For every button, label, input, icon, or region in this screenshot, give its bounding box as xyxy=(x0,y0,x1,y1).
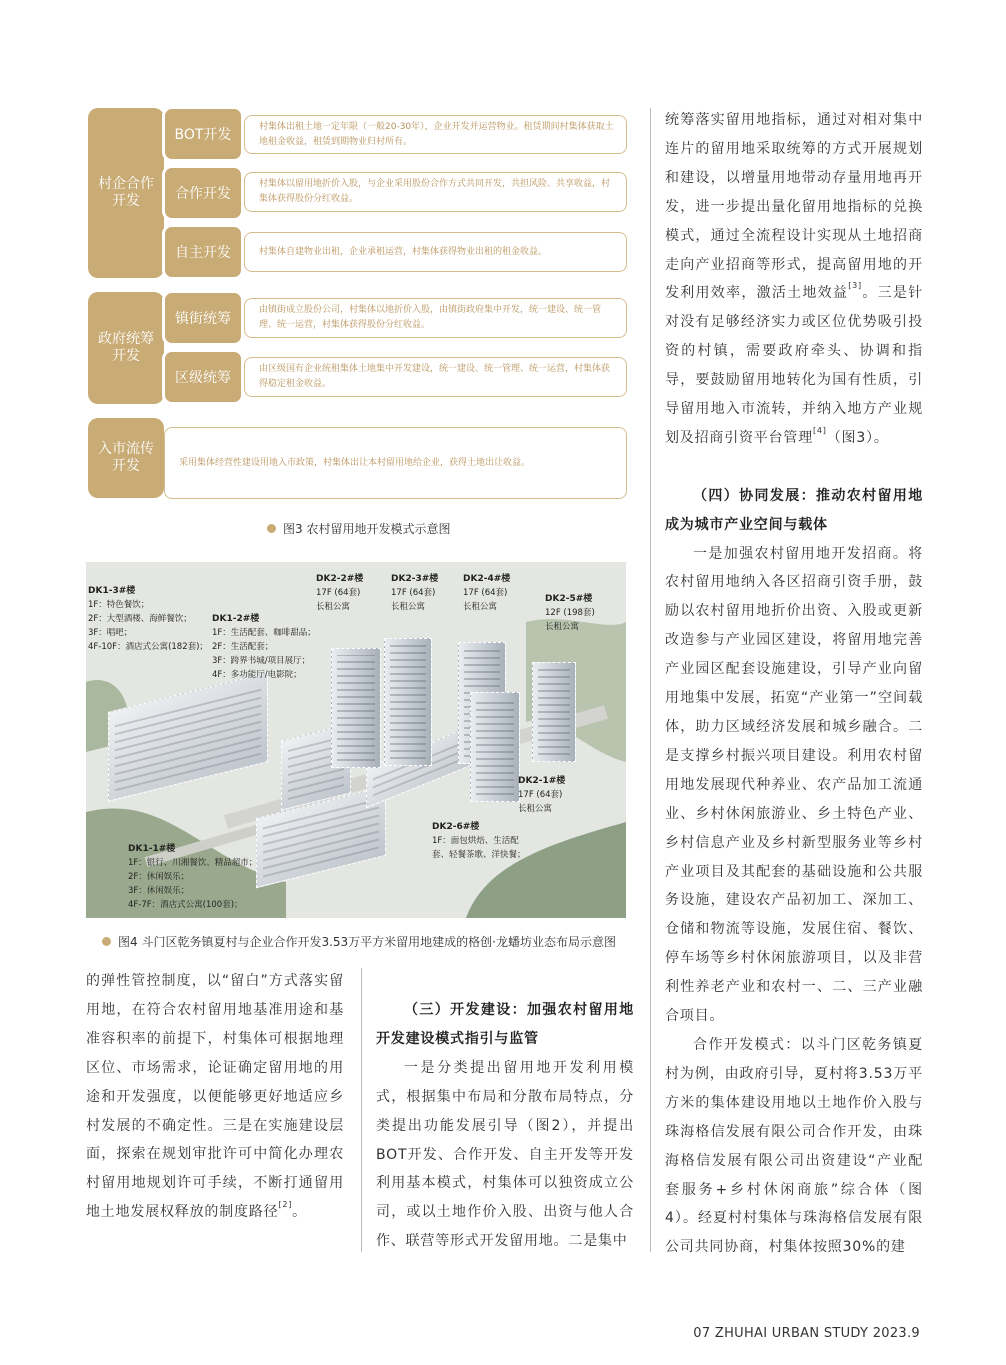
right-paragraph-2: 一是加强农村留用地开发招商。将农村留用地纳入各区招商引资手册，鼓励以农村留用地折价出资、入股或更新改造参与产业园区建设，将留用地完善产业园区配套设施建设，引导产业向留用地集中发展，拓宽“产业第一”空间载体，助力区域经济发展和城乡融合。二是支撑乡村振兴项目建设。利用农村留用地发展现代种养业、农产品加工流通业、乡村休闲旅游业、乡土特色产业、乡村信息产业及乡村新型服务业等乡村产业项目及其配套的基础设施和公共服务设施，建设农产品初加工、深加工、仓储和物流等设施，发展住宿、餐饮、停车场等乡村休闲旅游项目，以及非营利性养老产业和农村一、二、三产业融合项目。 xyxy=(665,545,923,1025)
group-village-enterprise: 村企合作 开发 xyxy=(88,108,164,278)
building-dk2-1 xyxy=(470,692,520,802)
middle-column xyxy=(376,996,634,1256)
section-heading-3: （三）开发建设：加强农村留用地开发建设模式指引与监管 xyxy=(376,1002,634,1047)
mode-district: 区级统筹 xyxy=(162,349,244,405)
mode-self: 自主开发 xyxy=(162,224,244,280)
ref-4: [4] xyxy=(813,425,827,435)
label-dk1-2: DK1-2#楼 1F：生活配套、咖啡甜品； 2F：生活配套； 3F：跨界书城/项目展厅； 4F：多功能厅/电影院； xyxy=(212,614,316,680)
caption-bullet-icon xyxy=(102,937,111,946)
column-divider xyxy=(361,968,362,1252)
label-dk1-3: DK1-3#楼 1F：特色餐饮； 2F：大型酒楼、海鲜餐饮； 3F：唱吧； 4F-10F：酒店式公寓(182套)； xyxy=(88,586,208,652)
right-paragraph-3: 合作开发模式：以斗门区乾务镇夏村为例，由政府引导，夏村将3.53万平方米的集体建设用地以土地作价入股与珠海格信发展有限公司合作开发，由珠海格信发展有限公司出资建设“产业配套服务+乡村休闲商旅”综合体（图4）。经夏村村集体与珠海格信发展有限公司共同协商，村集体按照30%的建 xyxy=(665,1036,923,1256)
right-paragraph-1: 统筹落实留用地指标，通过对相对集中连片的留用地采取统筹的方式开展规划和建设，以增量用地带动存量用地再开发，进一步提出量化留用地指标的兑换模式，通过全流程设计实现从土地招商走向产业招商等形式，提高留用地的开发利用效率，激活土地效益[3]。三是针对没有足够经济实力或区位优势吸引投资的村镇，需要政府牵头、协调和指导，要鼓励留用地转化为国有性质，引导留用地入市流转，并纳入地方产业规划及招商引资平台管理[4]（图3）。 xyxy=(665,112,924,446)
label-dk2-2: DK2-2#楼 17F (64套) 长租公寓 xyxy=(316,574,364,612)
building-dk2-2 xyxy=(331,648,381,768)
figure4-aerial-image xyxy=(86,562,626,918)
label-dk2-5: DK2-5#楼 12F (198套) 长租公寓 xyxy=(545,594,595,632)
building-dk2-3 xyxy=(384,638,432,766)
group-government: 政府统筹 开发 xyxy=(88,292,164,404)
label-dk1-1: DK1-1#楼 1F：银行、川湘餐饮、精品超市； 2F：休闲娱乐； 3F：休闲娱乐； 4F-7F：酒店式公寓(100套)； xyxy=(128,844,258,910)
right-column xyxy=(665,106,923,1262)
mode-self-desc: 村集体自建物业出租，企业承租运营，村集体获得物业出租的租金收益。 xyxy=(244,232,627,272)
mode-cooperation: 合作开发 xyxy=(162,165,244,221)
group-market: 入市流传 开发 xyxy=(88,418,164,498)
left-paragraph: 的弹性管控制度，以“留白”方式落实留用地，在符合农村留用地基准用途和基准容积率的前提下，村集体可根据地理区位、市场需求，论证确定留用地的用途和开发强度，以便能够更好地适应乡村发展的不确定性。三是在实施建设层面，探索在规划审批许可中简化办理农村留用地规划许可手续，不断打通留用地土地发展权释放的制度路径[2]。 xyxy=(86,973,344,1221)
ref-2: [2] xyxy=(278,1200,293,1210)
label-dk2-3: DK2-3#楼 17F (64套) 长租公寓 xyxy=(391,574,439,612)
label-dk2-4: DK2-4#楼 17F (64套) 长租公寓 xyxy=(463,574,511,612)
figure3-caption: 图3 农村留用地开发模式示意图 xyxy=(267,520,450,537)
mode-cooperation-desc: 村集体以留用地折价入股，与企业采用股份合作方式共同开发，共担风险、共享收益，村集体获得股份分红收益。 xyxy=(244,172,627,212)
mode-district-desc: 由区级国有企业统租集体土地集中开发建设，统一建设、统一管理、统一运营，村集体获得稳定租金收益。 xyxy=(244,357,627,397)
mode-town: 镇街统筹 xyxy=(162,290,244,346)
section-heading-4: （四）协同发展：推动农村留用地成为城市产业空间与载体 xyxy=(665,487,923,533)
left-column xyxy=(86,967,344,1227)
market-desc: 采用集体经营性建设用地入市政策，村集体出让本村留用地给企业，获得土地出让收益。 xyxy=(164,427,627,499)
mode-bot-desc: 村集体出租土地一定年限（一般20-30年），企业开发并运营物业。租赁期间村集体获取土地租金收益，租赁到期物业归村所有。 xyxy=(244,115,627,154)
mode-bot: BOT开发 xyxy=(162,106,244,162)
ref-3: [3] xyxy=(848,281,862,291)
column-divider xyxy=(650,108,651,1252)
mode-town-desc: 由镇街成立股份公司，村集体以地折价入股，由镇街政府集中开发，统一建设、统一管理、统一运营，村集体获得股份分红收益。 xyxy=(244,298,627,338)
label-dk2-6: DK2-6#楼 1F：面包烘焙、生活配 套、轻餐茶歌、洋快餐； xyxy=(432,822,526,860)
caption-bullet-icon xyxy=(267,524,276,533)
middle-paragraph: 一是分类提出留用地开发利用模式，根据集中布局和分散布局特点，分类提出功能发展引导（图2），并提出BOT开发、合作开发、自主开发等开发利用基本模式，村集体可以独资成立公司，或以土地作价入股、出资与他人合作、联营等形式开发留用地。二是集中 xyxy=(376,1059,634,1250)
label-dk2-1: DK2-1#楼 17F (64套) 长租公寓 xyxy=(518,776,566,814)
building-dk2-5 xyxy=(532,662,576,762)
page-footer: 07 ZHUHAI URBAN STUDY 2023.9 xyxy=(693,1326,920,1341)
figure4-caption: 图4 斗门区乾务镇夏村与企业合作开发3.53万平方米留用地建成的格创·龙蟠坊业态布局示意图 xyxy=(102,933,616,950)
